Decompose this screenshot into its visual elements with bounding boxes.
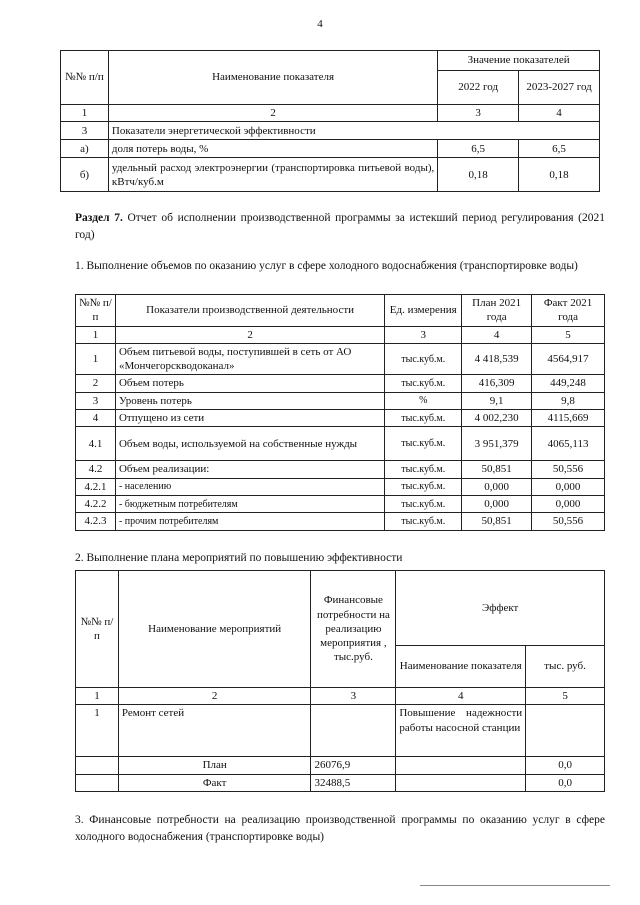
table-row [76,513,605,530]
fact-row [76,774,605,791]
index-cell: 3 [385,326,462,343]
table-row [61,158,600,192]
row-plan: 0,000 [462,478,532,495]
row-fact: 50,556 [532,461,605,478]
table-row [76,410,605,427]
header-name: Наименование мероприятий [118,571,311,688]
index-cell: 3 [438,105,519,122]
row-name: - населению [115,478,384,495]
row-name: Объем реализации: [115,461,384,478]
row-plan: 4 418,539 [462,343,532,375]
row-plan: 416,309 [462,375,532,392]
row-fact: 0,000 [532,495,605,512]
plan-label: План [118,757,311,774]
row-name: Объем потерь [115,375,384,392]
row-unit: тыс.куб.м. [385,375,462,392]
row-plan: 4 002,230 [462,410,532,427]
fact-rub: 0,0 [526,774,605,791]
row-name: Отпущено из сети [115,410,384,427]
table-row [76,375,605,392]
header-fact: Факт 2021 года [532,295,605,327]
fact-label: Факт [118,774,311,791]
row-plan: 3 951,379 [462,427,532,461]
table-row [76,343,605,375]
empty-cell [396,774,526,791]
table-row [76,427,605,461]
row-plan: 0,000 [462,495,532,512]
fact-fin: 32488,5 [311,774,396,791]
header-num: №№ п/п [61,51,109,105]
heading-1: 1. Выполнение объемов по оказанию услуг в сфере холодного водоснабжения (транспортировке воды) [75,260,578,272]
index-cell: 5 [532,326,605,343]
section-7-heading [75,210,605,243]
row-num: а) [61,140,109,158]
table-row [76,461,605,478]
index-cell: 1 [76,688,119,705]
index-cell: 2 [108,105,437,122]
header-rub: тыс. руб. [526,646,605,688]
row-name: удельный расход электроэнергии (транспортировка питьевой воды), кВтч/куб.м [108,158,437,192]
plan-rub: 0,0 [526,757,605,774]
row-num: 2 [76,375,116,392]
efficiency-measures-table [75,570,605,792]
row-indicator: Повышение надежности работы насосной станции [396,705,526,757]
row-plan: 50,851 [462,461,532,478]
row-num: 4.2 [76,461,116,478]
row-num: 1 [76,343,116,375]
page-number: 4 [317,18,323,30]
footer-divider [420,885,610,886]
index-cell: 5 [526,688,605,705]
header-name: Показатели производственной деятельности [115,295,384,327]
header-num: №№ п/п [76,571,119,688]
index-cell: 4 [396,688,526,705]
row-fact: 4065,113 [532,427,605,461]
index-cell: 3 [311,688,396,705]
row-name: Объем питьевой воды, поступившей в сеть от АО «Мончегорскводоканал» [115,343,384,375]
row-num: 4.2.1 [76,478,116,495]
row-unit: тыс.куб.м. [385,427,462,461]
header-plan: План 2021 года [462,295,532,327]
row-num: 1 [76,705,119,757]
row-name: Показатели энергетической эффективности [108,122,599,140]
heading-3: 3. Финансовые потребности на реализацию производственной программы по оказанию услуг в сфере холодного водоснабжения (транспортировке воды) [75,814,605,843]
row-unit: тыс.куб.м. [385,513,462,530]
row-name: - бюджетным потребителям [115,495,384,512]
header-num: №№ п/п [76,295,116,327]
header-unit: Ед. измерения [385,295,462,327]
table-row [61,122,600,140]
row-fact: 4564,917 [532,343,605,375]
row-unit: тыс.куб.м. [385,343,462,375]
row-num: 3 [76,392,116,409]
row-num: 4.1 [76,427,116,461]
row-num: 3 [61,122,109,140]
index-cell: 4 [462,326,532,343]
index-cell: 2 [115,326,384,343]
row-name: Ремонт сетей [118,705,311,757]
row-value-2022: 6,5 [438,140,519,158]
plan-fin: 26076,9 [311,757,396,774]
table-row [61,140,600,158]
row-num: 4.2.2 [76,495,116,512]
table-row [76,392,605,409]
row-unit: % [385,392,462,409]
production-indicators-table [75,294,605,531]
row-fact: 9,8 [532,392,605,409]
table-row [76,705,605,757]
row-plan: 9,1 [462,392,532,409]
header-effect: Эффект [396,571,605,646]
row-name: - прочим потребителям [115,513,384,530]
row-value-2023-2027: 6,5 [519,140,600,158]
row-name: Объем воды, используемой на собственные нужды [115,427,384,461]
energy-efficiency-table [60,50,600,192]
row-fact: 0,000 [532,478,605,495]
header-value: Значение показателей [438,51,600,71]
header-fin: Финансовые потребности на реализацию мероприятия , тыс.руб. [311,571,396,688]
empty-cell [76,757,119,774]
row-name: Уровень потерь [115,392,384,409]
row-unit: тыс.куб.м. [385,495,462,512]
row-num: 4 [76,410,116,427]
header-year-2022: 2022 год [438,71,519,105]
row-num: 4.2.3 [76,513,116,530]
row-rub [526,705,605,757]
heading-2: 2. Выполнение плана мероприятий по повышению эффективности [75,552,403,564]
row-plan: 50,851 [462,513,532,530]
row-value-2022: 0,18 [438,158,519,192]
row-fin [311,705,396,757]
index-cell: 1 [61,105,109,122]
index-cell: 4 [519,105,600,122]
index-cell: 1 [76,326,116,343]
row-num: б) [61,158,109,192]
empty-cell [396,757,526,774]
index-cell: 2 [118,688,311,705]
section-7-label: Раздел 7. [75,212,123,224]
table-row [76,478,605,495]
plan-row [76,757,605,774]
header-name: Наименование показателя [108,51,437,105]
row-name: доля потерь воды, % [108,140,437,158]
section-7-text: Отчет об исполнении производственной программы за истекший период регулирования (2021 год) [75,212,606,241]
header-year-2023-2027: 2023-2027 год [519,71,600,105]
row-unit: тыс.куб.м. [385,461,462,478]
row-unit: тыс.куб.м. [385,478,462,495]
row-fact: 4115,669 [532,410,605,427]
table-row [76,495,605,512]
row-fact: 50,556 [532,513,605,530]
row-value-2023-2027: 0,18 [519,158,600,192]
header-indicator: Наименование показателя [396,646,526,688]
row-fact: 449,248 [532,375,605,392]
row-unit: тыс.куб.м. [385,410,462,427]
empty-cell [76,774,119,791]
